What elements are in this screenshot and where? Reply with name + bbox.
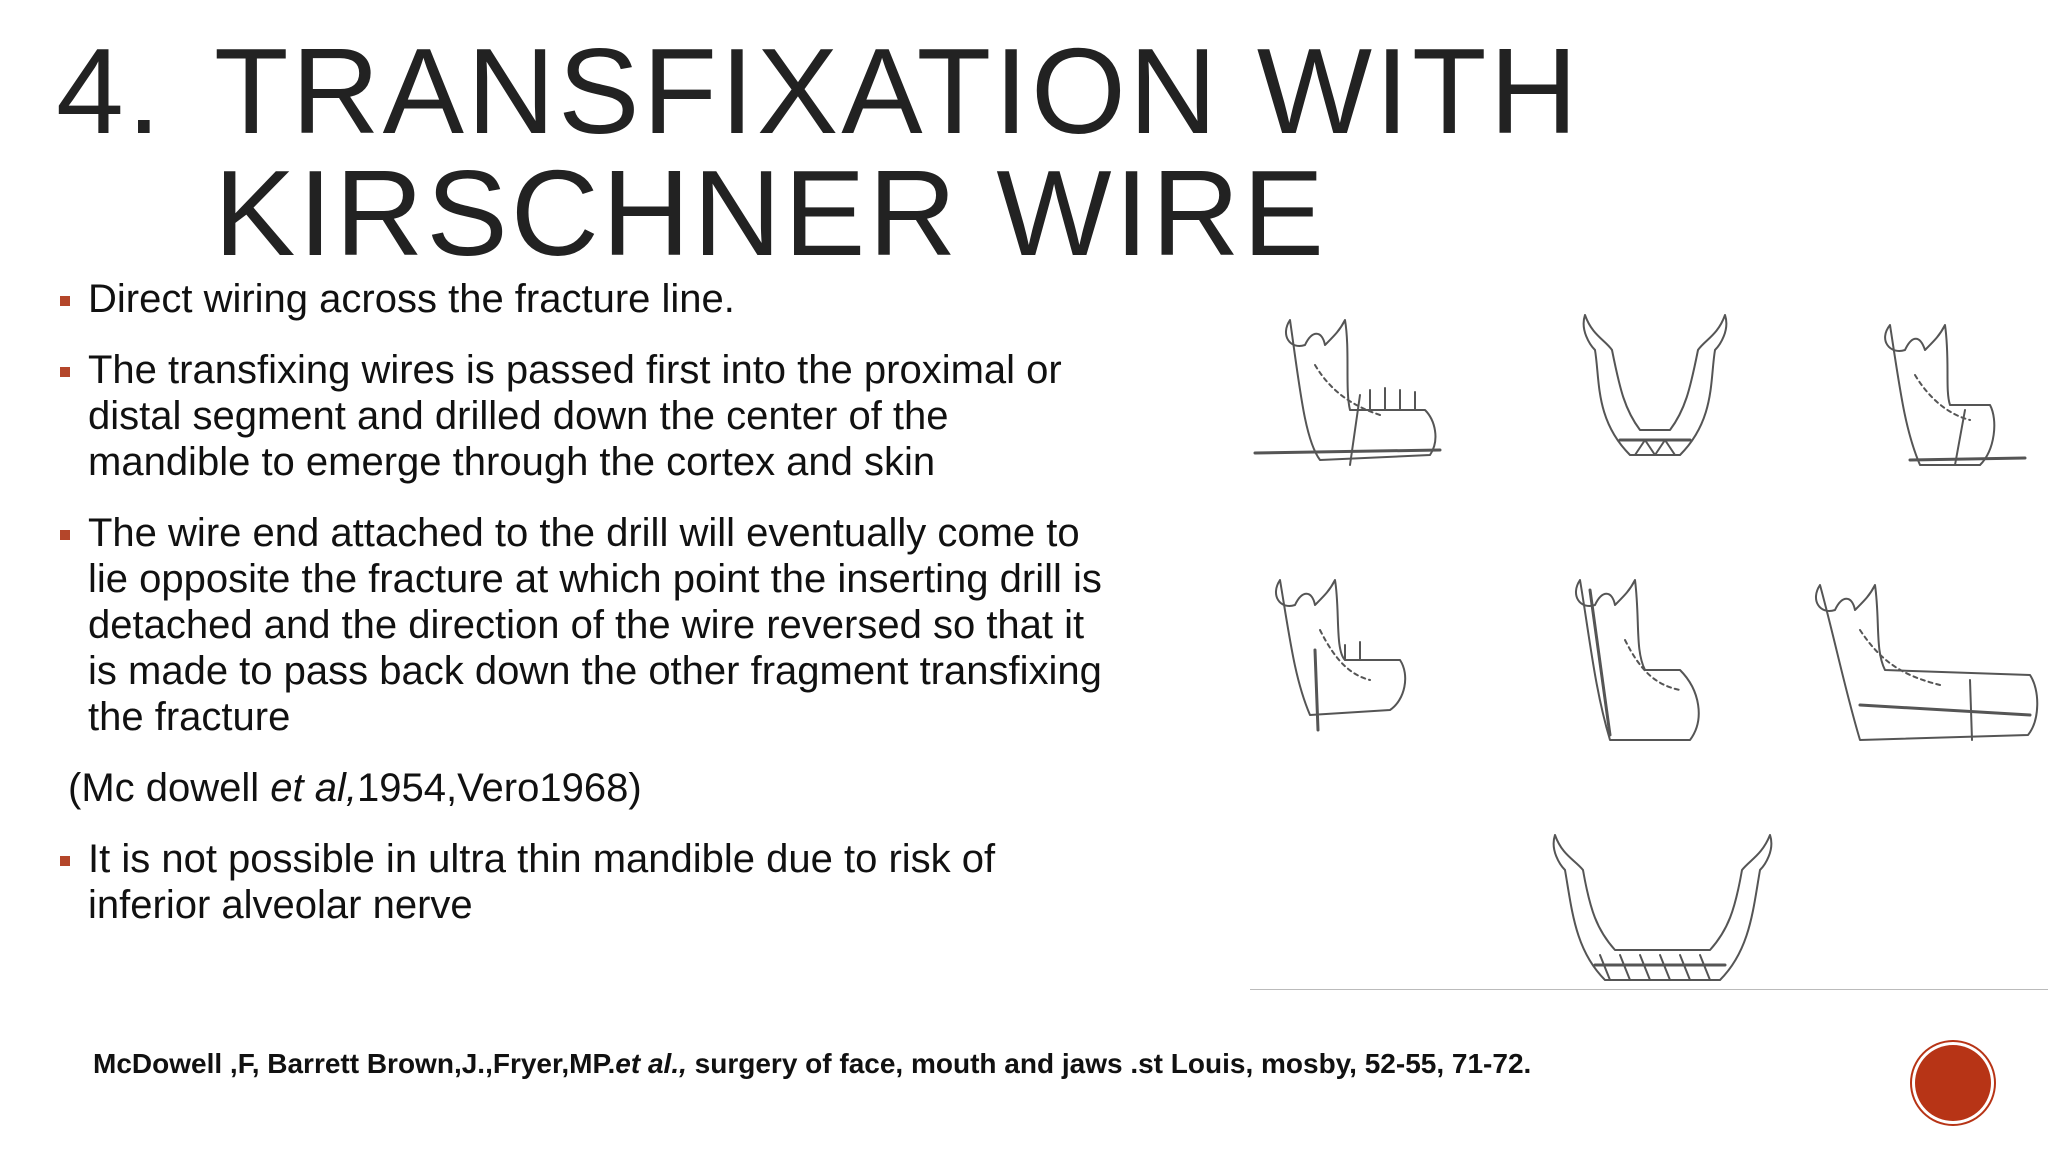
bullet-item: The transfixing wires is passed first into the proximal or distal segment and drilled down the center of the mandible to emerge through the cortex and skin xyxy=(55,347,1115,485)
title-number: 4. xyxy=(56,23,164,159)
citation xyxy=(68,765,1115,811)
diagram-lateral-3 xyxy=(1276,580,1405,730)
diagram-lateral-4 xyxy=(1576,580,1699,740)
reference-footnote xyxy=(93,1048,1531,1080)
slide-badge-icon xyxy=(1915,1045,1991,1121)
bullet-list-secondary xyxy=(55,836,1115,928)
reference-suffix: surgery of face, mouth and jaws .st Louis, mosby, 52-55, 71-72. xyxy=(686,1048,1532,1079)
title-line-2: KIRSCHNER WIRE xyxy=(214,145,1327,281)
citation-italic: et al, xyxy=(270,766,357,810)
mandible-diagrams xyxy=(1250,290,2048,990)
mandible-illustration xyxy=(1250,290,2048,990)
bullet-item: The wire end attached to the drill will eventually come to lie opposite the fracture at which point the inserting drill is detached and the direction of the wire reversed so that it is made to pass back down the other fragment transfixing the fracture xyxy=(55,510,1115,740)
citation-prefix: (Mc dowell xyxy=(68,766,271,810)
diagram-frontal-1 xyxy=(1584,315,1727,455)
reference-italic: et al., xyxy=(615,1048,687,1079)
bullet-item: It is not possible in ultra thin mandible due to risk of inferior alveolar nerve xyxy=(55,836,1115,928)
bullet-item: Direct wiring across the fracture line. xyxy=(55,276,1115,322)
citation-suffix: 1954,Vero1968) xyxy=(356,766,642,810)
slide-title xyxy=(56,23,1581,281)
reference-prefix: McDowell ,F, Barrett Brown,J.,Fryer,MP. xyxy=(93,1048,616,1079)
bullet-list xyxy=(55,276,1115,740)
title-line-1: TRANSFIXATION WITH xyxy=(214,23,1581,159)
slide-body xyxy=(55,276,1115,953)
diagram-lateral-2 xyxy=(1885,325,2025,465)
diagram-lateral-5 xyxy=(1816,585,2037,740)
diagram-frontal-2 xyxy=(1554,835,1772,980)
diagram-lateral-1 xyxy=(1255,320,1440,465)
